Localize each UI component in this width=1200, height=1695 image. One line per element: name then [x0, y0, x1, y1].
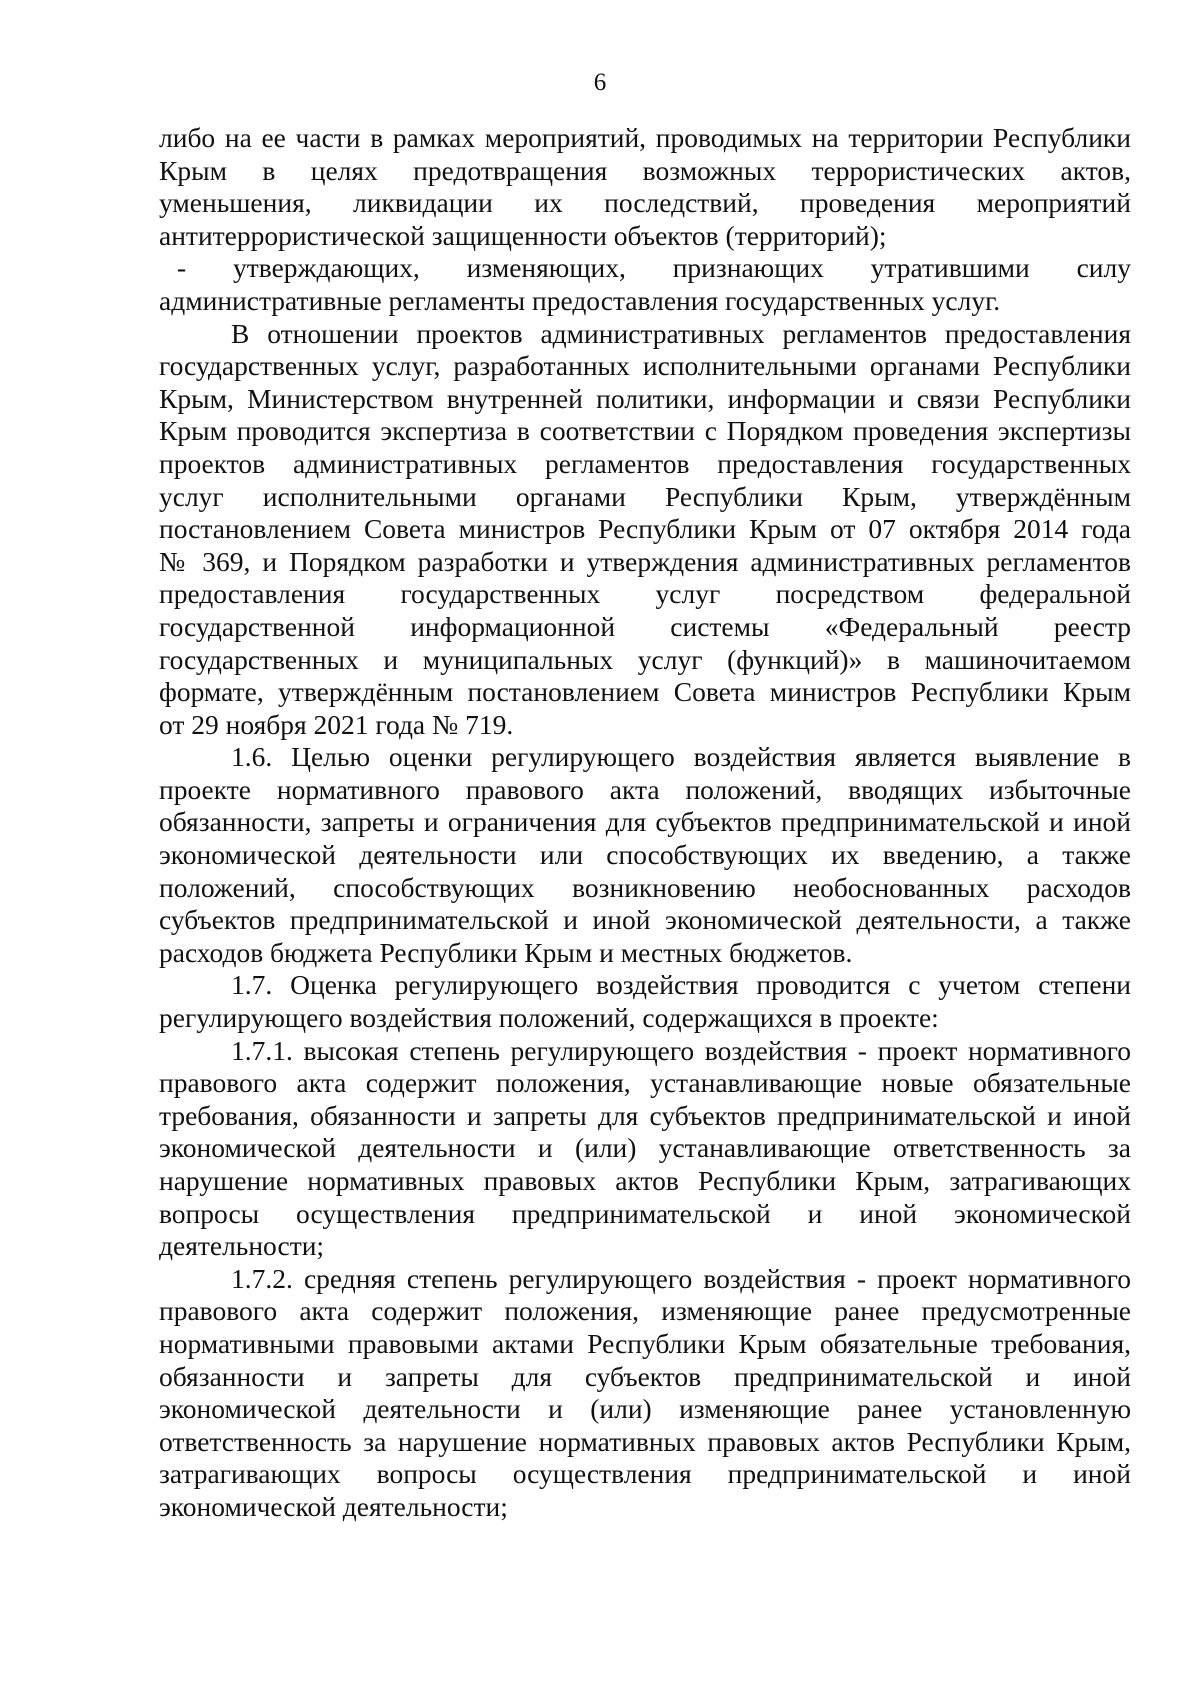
text-line: проектов административных регламентов предоставления государственных [159, 447, 1131, 479]
text-line: антитеррористической защищенности объектов (территорий); [159, 219, 887, 251]
text-line: регулирующего воздействия положений, содержащихся в проекте: [159, 1002, 939, 1034]
text-line: вопросы осуществления предпринимательской и иной экономической [159, 1197, 1131, 1229]
text-line: экономической деятельности или способствующих их введению, а также [159, 839, 1131, 871]
text-line: 1.6. Целью оценки регулирующего воздействия является выявление в [231, 741, 1131, 773]
text-line: деятельности; [159, 1230, 325, 1262]
text-line: - утверждающих, изменяющих, признающих утратившими силу [177, 252, 1131, 284]
text-line: нормативными правовыми актами Республики Крым обязательные требования, [159, 1327, 1131, 1359]
text-line: положений, способствующих возникновению необоснованных расходов [159, 871, 1131, 903]
text-line: затрагивающих вопросы осуществления предпринимательской и иной [159, 1458, 1131, 1490]
text-line: правового акта содержит положения, устанавливающие новые обязательные [159, 1067, 1131, 1099]
text-line: № 369, и Порядком разработки и утверждения административных регламентов [159, 545, 1131, 577]
text-line: 1.7.1. высокая степень регулирующего воздействия - проект нормативного [231, 1034, 1131, 1066]
text-line: государственных и муниципальных услуг (функций)» в машиночитаемом [159, 643, 1131, 675]
text-line: формате, утверждённым постановлением Совета министров Республики Крым [159, 676, 1131, 708]
text-line: расходов бюджета Республики Крым и местных бюджетов. [159, 936, 853, 968]
text-line: экономической деятельности и (или) изменяющие ранее установленную [159, 1393, 1131, 1425]
paragraph-dash-item [159, 252, 1131, 317]
text-line: В отношении проектов административных регламентов предоставления [231, 317, 1131, 349]
paragraph-1-7 [159, 969, 1131, 1034]
text-line: Крым в целях предотвращения возможных террористических актов, [159, 154, 1131, 186]
text-line: экономической деятельности; [159, 1490, 508, 1522]
text-line: проекте нормативного правового акта положений, вводящих избыточные [159, 773, 1131, 805]
text-line: предоставления государственных услуг посредством федеральной [159, 578, 1131, 610]
paragraph-1-7-2 [159, 1263, 1131, 1524]
text-line: уменьшения, ликвидации их последствий, проведения мероприятий [159, 187, 1131, 219]
text-line: требования, обязанности и запреты для субъектов предпринимательской и иной [159, 1099, 1131, 1131]
text-line: либо на ее части в рамках мероприятий, проводимых на территории Республики [159, 122, 1131, 153]
page-number: 6 [593, 69, 607, 96]
text-line: обязанности, запреты и ограничения для субъектов предпринимательской и иной [159, 806, 1131, 838]
paragraph-1-7-1 [159, 1035, 1131, 1263]
text-line: экономической деятельности и (или) устанавливающие ответственность за [159, 1132, 1131, 1164]
text-line: 1.7. Оценка регулирующего воздействия проводится с учетом степени [231, 969, 1131, 1001]
text-line: ответственность за нарушение нормативных правовых актов Республики Крым, [159, 1425, 1131, 1457]
text-line: государственных услуг, разработанных исполнительными органами Республики [159, 350, 1131, 382]
text-line: нарушение нормативных правовых актов Республики Крым, затрагивающих [159, 1165, 1131, 1196]
paragraph-continuation [159, 122, 1131, 252]
text-line: обязанности и запреты для субъектов предпринимательской и иной [159, 1360, 1131, 1392]
text-line: Крым, Министерством внутренней политики, информации и связи Республики [159, 382, 1131, 414]
text-line: государственной информационной системы «Федеральный реестр [159, 610, 1131, 642]
text-line: 1.7.2. средняя степень регулирующего воздействия - проект нормативного [231, 1262, 1131, 1294]
text-line: правового акта содержит положения, изменяющие ранее предусмотренные [159, 1295, 1131, 1327]
text-line: Крым проводится экспертиза в соответствии с Порядком проведения экспертизы [159, 415, 1131, 447]
text-line: от 29 ноября 2021 года № 719. [159, 708, 514, 740]
text-line: административные регламенты предоставления государственных услуг. [159, 284, 1001, 316]
text-line: субъектов предпринимательской и иной экономической деятельности, а также [159, 904, 1131, 936]
document-body [159, 122, 1131, 1524]
paragraph-expertise [159, 318, 1131, 742]
text-line: постановлением Совета министров Республики Крым от 07 октября 2014 года [159, 513, 1131, 545]
paragraph-1-6 [159, 741, 1131, 969]
text-line: услуг исполнительными органами Республики Крым, утверждённым [159, 480, 1131, 512]
